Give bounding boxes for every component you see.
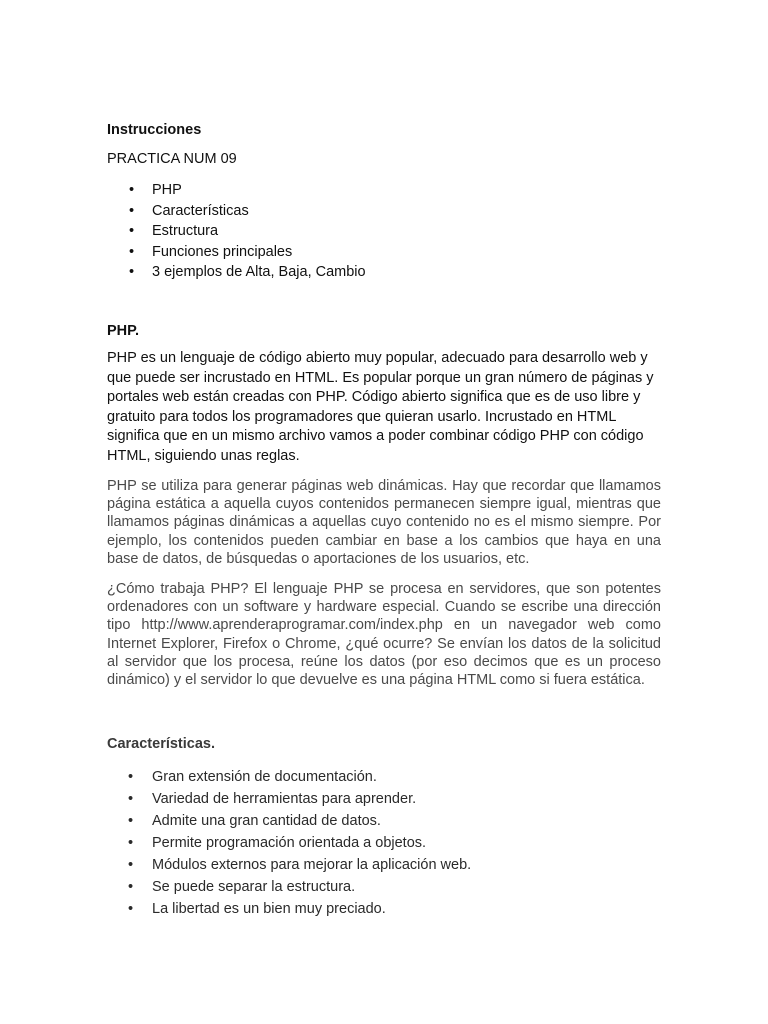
- features-heading: Características.: [107, 736, 216, 752]
- topic-item-structure: • Estructura: [107, 221, 366, 242]
- topic-item-features: • Características: [107, 201, 366, 222]
- feature-item: • Admite una gran cantidad de datos.: [107, 810, 471, 832]
- feature-item: • La libertad es un bien muy preciado.: [107, 898, 471, 920]
- topic-item-functions: • Funciones principales: [107, 242, 366, 263]
- topic-item-examples: • 3 ejemplos de Alta, Baja, Cambio: [107, 262, 366, 283]
- feature-item: • Variedad de herramientas para aprender.: [107, 788, 471, 810]
- instructions-heading: Instrucciones: [107, 122, 202, 138]
- feature-item: • Módulos externos para mejorar la aplicación web.: [107, 854, 471, 876]
- php-paragraph-3: ¿Cómo trabaja PHP? El lenguaje PHP se procesa en servidores, que son potentes ordenadores con un software y hardware especial. Cuando se escribe una dirección tipo http://www.aprenderaprogramar.com/index.php en un navegador web como Internet Explorer, Firefox o Chrome, ¿qué ocurre? Se envían los datos de la solicitud al servidor que los procesa, reúne los datos (por eso decimos que es un proceso dinámico) y el servidor lo que devuelve es una página HTML como si fuera estática.: [107, 581, 661, 689]
- php-heading: PHP.: [107, 323, 139, 339]
- php-paragraph-2: PHP se utiliza para generar páginas web dinámicas. Hay que recordar que llamamos página estática a aquella cuyos contenidos permanecen siempre igual, mientras que llamamos páginas dinámicas a aquellas cuyo contenido no es el mismo siempre. Por ejemplo, los contenidos pueden cambiar en base a los cambios que haya en una base de datos, de búsquedas o aportaciones de los usuarios, etc.: [107, 478, 661, 567]
- feature-item: • Permite programación orientada a objetos.: [107, 832, 471, 854]
- feature-item: • Gran extensión de documentación.: [107, 766, 471, 788]
- topics-list: [107, 180, 366, 283]
- features-list: [107, 766, 471, 920]
- feature-item: • Se puede separar la estructura.: [107, 876, 471, 898]
- topic-item-php: • PHP: [107, 180, 366, 201]
- php-paragraph-1: PHP es un lenguaje de código abierto muy popular, adecuado para desarrollo web y que puede ser incrustado en HTML. Es popular porque un gran número de páginas y portales web están creadas con PHP. Código abierto significa que es de uso libre y gratuito para todos los programadores que quieran usarlo. Incrustado en HTML significa que en un mismo archivo vamos a poder combinar código PHP con código HTML, siguiendo unas reglas.: [107, 350, 654, 464]
- practice-title: PRACTICA NUM 09: [107, 151, 237, 167]
